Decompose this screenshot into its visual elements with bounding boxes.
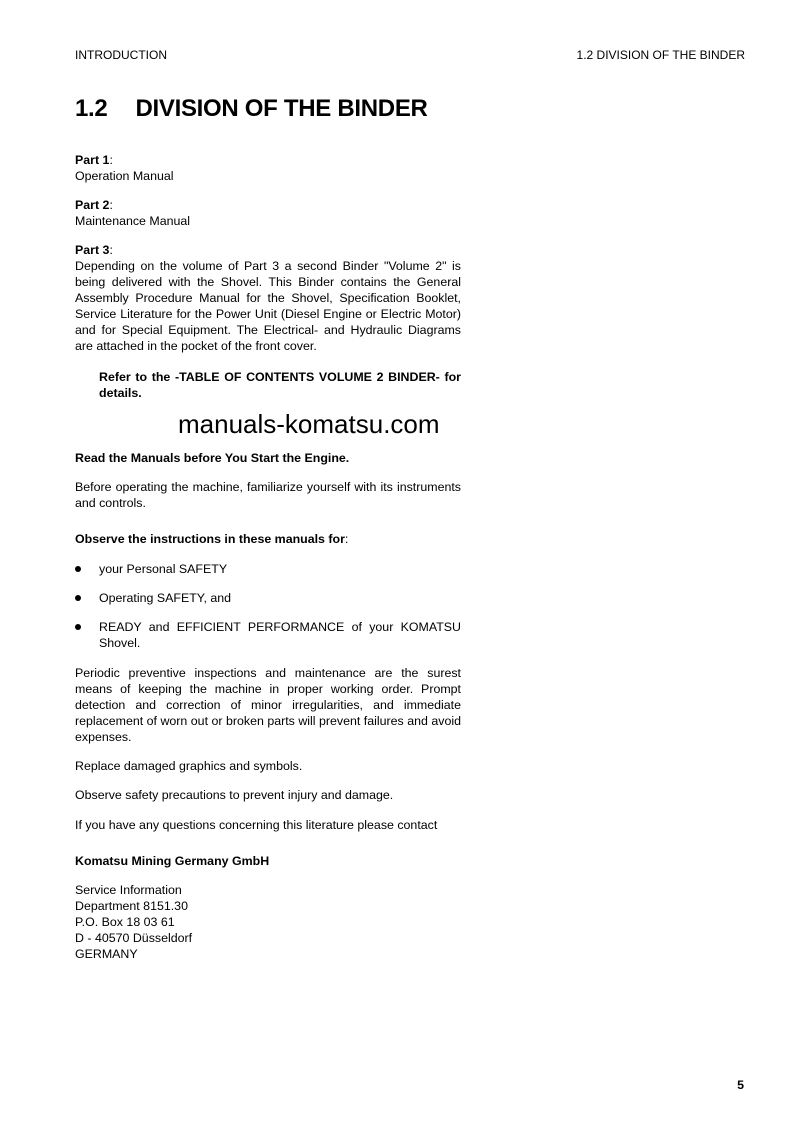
header-chapter: 1.2 DIVISION OF THE BINDER xyxy=(576,48,745,62)
bullet-icon xyxy=(75,595,81,601)
bullet-item: your Personal SAFETY xyxy=(75,561,461,577)
address-line: Department 8151.30 xyxy=(75,899,188,913)
observe-heading: Observe the instructions in these manuals for: xyxy=(75,532,349,546)
bullet-icon xyxy=(75,566,81,572)
before-text: Before operating the machine, familiarize yourself with its instruments and controls. xyxy=(75,480,461,510)
address-line: P.O. Box 18 03 61 xyxy=(75,915,175,929)
header-section: INTRODUCTION xyxy=(75,48,167,62)
page-body xyxy=(75,152,461,962)
read-heading: Read the Manuals before You Start the Engine. xyxy=(75,451,350,465)
bullet-icon xyxy=(75,624,81,630)
part-1: Part 1: Operation Manual xyxy=(75,152,461,184)
part-2: Part 2: Maintenance Manual xyxy=(75,197,461,229)
page-title xyxy=(75,94,428,124)
part-3: Part 3: Depending on the volume of Part 3 a second Binder "Volume 2" is being delivered with the Shovel. This Binder contains the General Assembly Procedure Manual for the Shovel, Specification Booklet, Service Literature for the Power Unit (Diesel Engine or Electric Motor) and for Special Equipment. The Electrical- and Hydraulic Diagrams are attached in the pocket of the front cover. xyxy=(75,243,461,353)
refer-note: Refer to the -TABLE OF CONTENTS VOLUME 2 BINDER- for details. xyxy=(99,370,461,400)
safety-text: Observe safety precautions to prevent injury and damage. xyxy=(75,788,394,802)
company-name: Komatsu Mining Germany GmbH xyxy=(75,854,270,868)
part-label: Part 2 xyxy=(75,198,110,212)
address-line: GERMANY xyxy=(75,947,138,961)
part-text: Maintenance Manual xyxy=(75,214,191,228)
address-line: Service Information xyxy=(75,883,182,897)
part-label: Part 1 xyxy=(75,153,110,167)
replace-text: Replace damaged graphics and symbols. xyxy=(75,759,303,773)
part-label: Part 3 xyxy=(75,243,110,257)
address-line: D - 40570 Düsseldorf xyxy=(75,931,193,945)
page-number: 5 xyxy=(737,1078,744,1092)
bullet-item: Operating SAFETY, and xyxy=(75,590,461,606)
section-number: 1.2 xyxy=(75,95,108,122)
address-block xyxy=(75,882,461,962)
watermark: manuals-komatsu.com xyxy=(178,409,440,439)
part-text: Depending on the volume of Part 3 a second Binder "Volume 2" is being delivered with the Shovel. This Binder contains the General Assembly Procedure Manual for the Shovel, Specification Booklet, Service Literature for the Power Unit (Diesel Engine or Electric Motor) and for Special Equipment. The Electrical- and Hydraulic Diagrams are attached in the pocket of the front cover. xyxy=(75,259,461,353)
section-title: DIVISION OF THE BINDER xyxy=(135,95,428,122)
part-text: Operation Manual xyxy=(75,169,174,183)
bullet-item: READY and EFFICIENT PERFORMANCE of your KOMATSU Shovel. xyxy=(75,619,461,651)
questions-text: If you have any questions concerning this literature please contact xyxy=(75,818,438,832)
periodic-text: Periodic preventive inspections and maintenance are the surest means of keeping the machine in proper working order. Prompt detection and correction of minor irregularities, and immediate replacement of worn out or broken parts will prevent failures and avoid expenses. xyxy=(75,666,461,744)
